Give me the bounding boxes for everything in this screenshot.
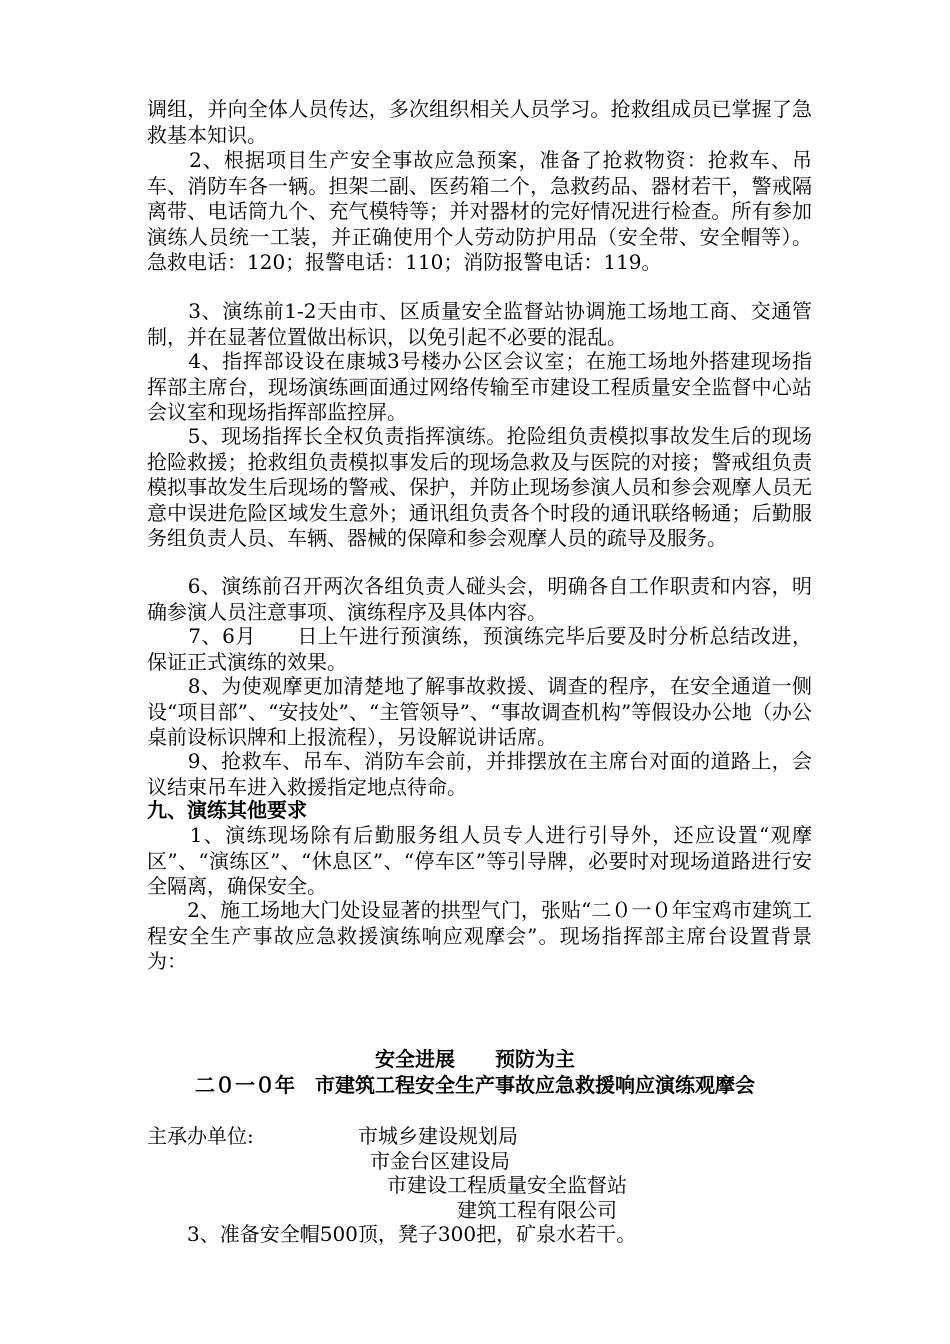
organizer-unit-2: 市金台区建设局	[370, 1149, 510, 1173]
paragraph-2: 2、根据项目生产安全事故应急预案，准备了抢救物资：抢救车、吊车、消防车各一辆。担架二副、医药箱二个，急救药品、器材若干，警戒隔离带、电话筒九个、充气模特等；并对器材的完好情况进行检查。所有参加演练人员统一工装，并正确使用个人劳动防护用品（安全带、安全帽等）。急救电话：120；报警电话：110；消防报警电话：119。	[147, 148, 812, 274]
paragraph-5: 5、现场指挥长全权负责指挥演练。抢险组负责模拟事故发生后的现场抢险救援；抢救组负责模拟事发后的现场急救及与医院的对接；警戒组负责模拟事故发生后现场的警戒、保护，并防止现场参演人员和参会观摩人员无意中误进危险区域发生意外；通讯组负责各个时段的通讯联络畅通；后勤服务组负责人员、车辆、器械的保障和参会观摩人员的疏导及服务。	[147, 424, 812, 550]
paragraph-7: 7、6月 日上午进行预演练，预演练完毕后要及时分析总结改进，保证正式演练的效果。	[147, 624, 812, 674]
paragraph-4: 4、指挥部设设在康城3号楼办公区会议室；在施工场地外搭建现场指挥部主席台，现场演练画面通过网络传输至市建设工程质量安全监督中心站会议室和现场指挥部监控屏。	[147, 349, 812, 424]
organizer-unit-3: 市建设工程质量安全监督站	[387, 1173, 627, 1197]
final-item: 3、准备安全帽500顶，凳子300把，矿泉水若干。	[187, 1222, 637, 1246]
paragraph-3: 3、演练前1-2天由市、区质量安全监督站协调施工场地工商、交通管制，并在显著位置做出标识，以免引起不必要的混乱。	[147, 299, 812, 349]
paragraph-6: 6、演练前召开两次各组负责人碰头会，明确各自工作职责和内容，明确参演人员注意事项、演练程序及具体内容。	[147, 574, 812, 624]
organizer-unit-4: 建筑工程有限公司	[457, 1198, 617, 1222]
organizer-unit-1: 市城乡建设规划局	[358, 1124, 518, 1148]
paragraph-1: 调组，并向全体人员传达，多次组织相关人员学习。抢救组成员已掌握了急救基本知识。	[147, 97, 812, 147]
section-paragraph-1: 1、演练现场除有后勤服务组人员专人进行引导外，还应设置“观摩区”、“演练区”、“休息区”、“停车区”等引导牌，必要时对现场道路进行安全隔离，确保安全。	[147, 823, 812, 898]
section-paragraph-2: 2、施工场地大门处设显著的拱型气门，张贴“二０一０年宝鸡市建筑工程安全生产事故应急救援演练响应观摩会”。现场指挥部主席台设置背景为：	[147, 898, 812, 973]
paragraph-9: 9、抢救车、吊车、消防车会前，并排摆放在主席台对面的道路上，会议结束吊车进入救援指定地点待命。	[147, 749, 812, 799]
banner-slogan: 安全进展 预防为主	[375, 1047, 575, 1071]
section-heading: 九、演练其他要求	[147, 798, 307, 822]
organizers-label: 主承办单位:	[147, 1124, 254, 1148]
paragraph-8: 8、为使观摩更加清楚地了解事故救援、调查的程序，在安全通道一侧设“项目部”、“安技处”、“主管领导”、“事故调查机构”等假设办公地（办公桌前设标识牌和上报流程），另设解说讲话席。	[147, 674, 812, 749]
banner-title: 二０一０年 市建筑工程安全生产事故应急救援响应演练观摩会	[195, 1073, 755, 1097]
